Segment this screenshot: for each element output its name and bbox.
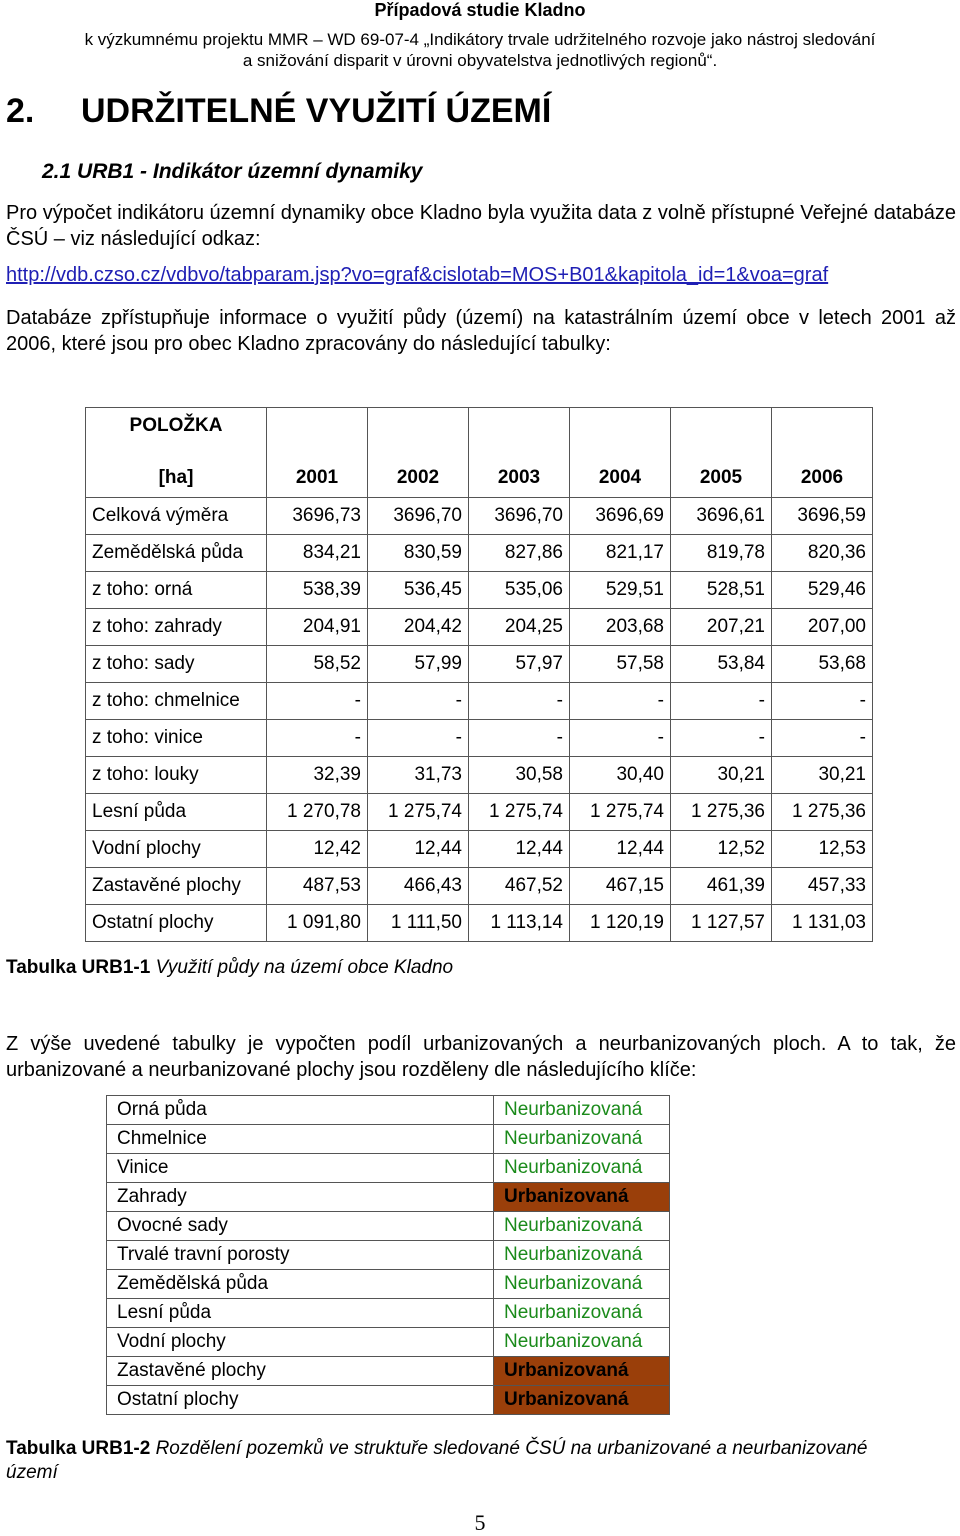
- table-header-item: POLOŽKA: [86, 408, 267, 454]
- cell-value: 31,73: [368, 757, 469, 794]
- key-non-urbanized: Neurbanizovaná: [494, 1270, 670, 1299]
- row-label: Celková výměra: [86, 498, 267, 535]
- key-category: Zahrady: [107, 1183, 494, 1212]
- row-label: z toho: orná: [86, 572, 267, 609]
- cell-value: 467,15: [570, 868, 671, 905]
- key-category: Trvalé travní porosty: [107, 1241, 494, 1270]
- key-category: Chmelnice: [107, 1125, 494, 1154]
- cell-value: 536,45: [368, 572, 469, 609]
- cell-value: 1 127,57: [671, 905, 772, 942]
- key-non-urbanized: Neurbanizovaná: [494, 1299, 670, 1328]
- table-row: [86, 757, 873, 794]
- key-row: [107, 1241, 670, 1270]
- cell-value: -: [267, 683, 368, 720]
- table-row: [86, 720, 873, 757]
- section-title: UDRŽITELNÉ VYUŽITÍ ÚZEMÍ: [81, 92, 552, 130]
- cell-value: 12,53: [772, 831, 873, 868]
- cell-value: 1 270,78: [267, 794, 368, 831]
- row-label: Zemědělská půda: [86, 535, 267, 572]
- cell-value: 12,42: [267, 831, 368, 868]
- database-link[interactable]: http://vdb.czso.cz/vdbvo/tabparam.jsp?vo=graf&cislotab=MOS+B01&kapitola_id=1&voa=graf: [6, 264, 829, 286]
- cell-value: 30,58: [469, 757, 570, 794]
- cell-value: 32,39: [267, 757, 368, 794]
- table-header-unit: [ha]: [86, 453, 267, 498]
- header-subtitle-line2: a snižování disparit v úrovni obyvatelstva jednotlivých regionů“.: [242, 51, 718, 70]
- cell-value: -: [772, 683, 873, 720]
- cell-value: 12,44: [368, 831, 469, 868]
- database-paragraph: Databáze zpřístupňuje informace o využití půdy (území) na katastrálním území obce v letech 2001 až 2006, které jsou pro obec Kladno zpracovány do následující tabulky:: [6, 307, 956, 355]
- key-category: Vinice: [107, 1154, 494, 1183]
- cell-value: 57,99: [368, 646, 469, 683]
- cell-value: 467,52: [469, 868, 570, 905]
- key-urbanized: Urbanizovaná: [494, 1183, 670, 1212]
- cell-value: 466,43: [368, 868, 469, 905]
- cell-value: 57,97: [469, 646, 570, 683]
- key-paragraph: Z výše uvedené tabulky je vypočten podíl urbanizovaných a neurbanizovaných ploch. A to tak, že urbanizované a neurbanizované plochy jsou rozděleny dle následujícího klíče:: [6, 1033, 956, 1081]
- cell-value: 821,17: [570, 535, 671, 572]
- table-row: [86, 794, 873, 831]
- cell-value: 461,39: [671, 868, 772, 905]
- cell-value: 57,58: [570, 646, 671, 683]
- table-row: [86, 609, 873, 646]
- key-row: [107, 1299, 670, 1328]
- table-header-row: [86, 408, 873, 454]
- table-header-year: 2003: [469, 408, 570, 498]
- row-label: Lesní půda: [86, 794, 267, 831]
- cell-value: 3696,61: [671, 498, 772, 535]
- cell-value: 12,52: [671, 831, 772, 868]
- row-label: Vodní plochy: [86, 831, 267, 868]
- cell-value: 827,86: [469, 535, 570, 572]
- row-label: Zastavěné plochy: [86, 868, 267, 905]
- cell-value: 204,25: [469, 609, 570, 646]
- cell-value: 53,68: [772, 646, 873, 683]
- key-row: [107, 1183, 670, 1212]
- key-row: [107, 1328, 670, 1357]
- table1-caption: [6, 957, 453, 979]
- cell-value: 834,21: [267, 535, 368, 572]
- cell-value: 12,44: [469, 831, 570, 868]
- table2-caption-label: Tabulka URB1-2: [6, 1438, 151, 1459]
- cell-value: 1 275,74: [570, 794, 671, 831]
- cell-value: 1 111,50: [368, 905, 469, 942]
- key-category: Zemědělská půda: [107, 1270, 494, 1299]
- cell-value: -: [368, 720, 469, 757]
- cell-value: 3696,59: [772, 498, 873, 535]
- table-header-year: 2001: [267, 408, 368, 498]
- cell-value: 528,51: [671, 572, 772, 609]
- cell-value: 1 275,74: [469, 794, 570, 831]
- key-row: [107, 1125, 670, 1154]
- land-use-table: [85, 407, 873, 942]
- cell-value: 204,91: [267, 609, 368, 646]
- cell-value: 203,68: [570, 609, 671, 646]
- cell-value: 535,06: [469, 572, 570, 609]
- cell-value: 1 120,19: [570, 905, 671, 942]
- cell-value: 1 131,03: [772, 905, 873, 942]
- table-header-year: 2004: [570, 408, 671, 498]
- key-row: [107, 1154, 670, 1183]
- cell-value: -: [772, 720, 873, 757]
- row-label: z toho: zahrady: [86, 609, 267, 646]
- header-subtitle-line1: k výzkumnému projektu MMR – WD 69-07-4 „Indikátory trvale udržitelného rozvoje jako nástroj sledování: [84, 30, 876, 49]
- table2-caption: [6, 1437, 886, 1485]
- cell-value: 819,78: [671, 535, 772, 572]
- cell-value: 204,42: [368, 609, 469, 646]
- key-non-urbanized: Neurbanizovaná: [494, 1125, 670, 1154]
- cell-value: 820,36: [772, 535, 873, 572]
- cell-value: -: [267, 720, 368, 757]
- key-non-urbanized: Neurbanizovaná: [494, 1212, 670, 1241]
- table-row: [86, 646, 873, 683]
- cell-value: -: [671, 683, 772, 720]
- key-category: Zastavěné plochy: [107, 1357, 494, 1386]
- urbanization-key-table: [106, 1095, 670, 1415]
- cell-value: 3696,73: [267, 498, 368, 535]
- row-label: z toho: sady: [86, 646, 267, 683]
- key-non-urbanized: Neurbanizovaná: [494, 1328, 670, 1357]
- table-row: [86, 535, 873, 572]
- cell-value: 1 113,14: [469, 905, 570, 942]
- table-row: [86, 572, 873, 609]
- table-row: [86, 905, 873, 942]
- cell-value: -: [671, 720, 772, 757]
- table-header-year: 2005: [671, 408, 772, 498]
- table2-caption-text: Rozdělení pozemků ve struktuře sledované ČSÚ na urbanizované a neurbanizované území: [6, 1438, 868, 1483]
- key-category: Orná půda: [107, 1096, 494, 1125]
- key-row: [107, 1212, 670, 1241]
- intro-paragraph: Pro výpočet indikátoru územní dynamiky obce Kladno byla využita data z volně přístupné Veřejné databáze ČSÚ – viz následující odkaz:: [6, 202, 956, 250]
- key-category: Ovocné sady: [107, 1212, 494, 1241]
- row-label: z toho: vinice: [86, 720, 267, 757]
- table-row: [86, 868, 873, 905]
- cell-value: -: [570, 683, 671, 720]
- section-heading: [6, 92, 551, 131]
- table1-caption-text: Využití půdy na území obce Kladno: [155, 957, 454, 978]
- cell-value: 30,21: [671, 757, 772, 794]
- key-urbanized: Urbanizovaná: [494, 1357, 670, 1386]
- row-label: z toho: chmelnice: [86, 683, 267, 720]
- key-category: Lesní půda: [107, 1299, 494, 1328]
- cell-value: 207,21: [671, 609, 772, 646]
- cell-value: 3696,69: [570, 498, 671, 535]
- cell-value: 830,59: [368, 535, 469, 572]
- cell-value: -: [570, 720, 671, 757]
- table-row: [86, 831, 873, 868]
- table1-caption-label: Tabulka URB1-1: [6, 957, 151, 978]
- table-row: [86, 683, 873, 720]
- table-row: [86, 498, 873, 535]
- row-label: z toho: louky: [86, 757, 267, 794]
- cell-value: 487,53: [267, 868, 368, 905]
- key-non-urbanized: Neurbanizovaná: [494, 1241, 670, 1270]
- cell-value: 538,39: [267, 572, 368, 609]
- cell-value: 1 275,36: [772, 794, 873, 831]
- cell-value: 53,84: [671, 646, 772, 683]
- cell-value: -: [469, 683, 570, 720]
- header-title: Případová studie Kladno: [374, 0, 586, 20]
- cell-value: 1 091,80: [267, 905, 368, 942]
- cell-value: 3696,70: [469, 498, 570, 535]
- cell-value: 529,51: [570, 572, 671, 609]
- cell-value: 457,33: [772, 868, 873, 905]
- table-header-year: 2002: [368, 408, 469, 498]
- key-row: [107, 1270, 670, 1299]
- subsection-heading: 2.1 URB1 - Indikátor územní dynamiky: [42, 160, 423, 183]
- cell-value: 58,52: [267, 646, 368, 683]
- cell-value: -: [469, 720, 570, 757]
- key-row: [107, 1357, 670, 1386]
- key-category: Ostatní plochy: [107, 1386, 494, 1415]
- cell-value: 30,40: [570, 757, 671, 794]
- table-header-year: 2006: [772, 408, 873, 498]
- key-category: Vodní plochy: [107, 1328, 494, 1357]
- key-row: [107, 1096, 670, 1125]
- key-non-urbanized: Neurbanizovaná: [494, 1154, 670, 1183]
- cell-value: 30,21: [772, 757, 873, 794]
- cell-value: 1 275,36: [671, 794, 772, 831]
- key-non-urbanized: Neurbanizovaná: [494, 1096, 670, 1125]
- section-number: 2.: [6, 92, 35, 130]
- key-urbanized: Urbanizovaná: [494, 1386, 670, 1415]
- cell-value: -: [368, 683, 469, 720]
- cell-value: 1 275,74: [368, 794, 469, 831]
- page-number: 5: [474, 1510, 486, 1535]
- cell-value: 529,46: [772, 572, 873, 609]
- row-label: Ostatní plochy: [86, 905, 267, 942]
- key-row: [107, 1386, 670, 1415]
- cell-value: 12,44: [570, 831, 671, 868]
- cell-value: 207,00: [772, 609, 873, 646]
- cell-value: 3696,70: [368, 498, 469, 535]
